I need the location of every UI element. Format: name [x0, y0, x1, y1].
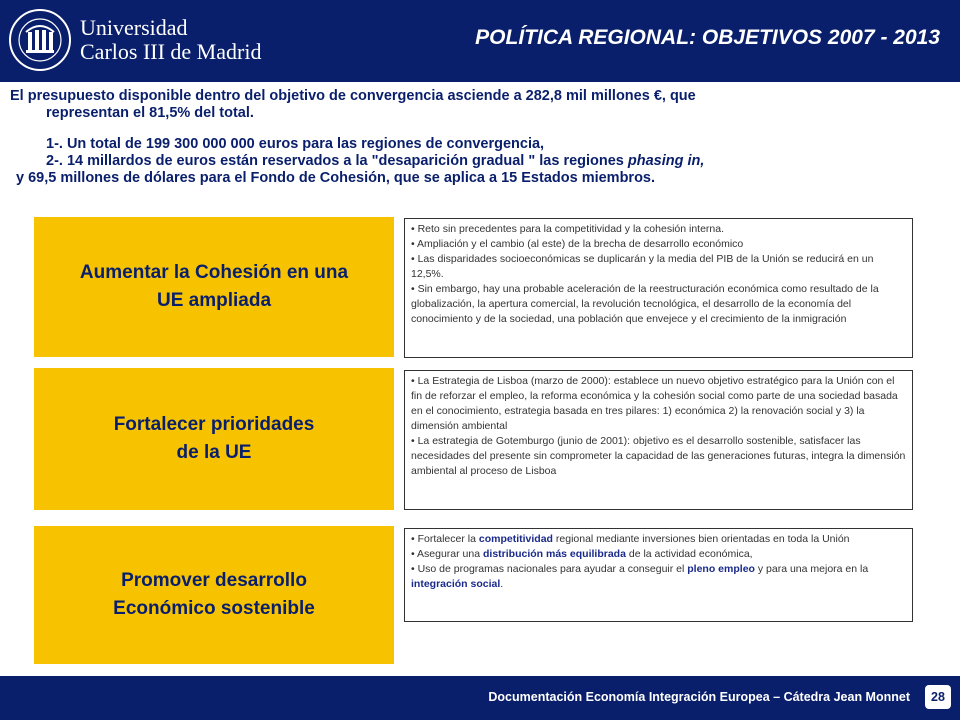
footer-text: Documentación Economía Integración Europea – Cátedra Jean Monnet: [488, 690, 910, 704]
bullet-item: • La estrategia de Gotemburgo (junio de 2001): objetivo es el desarrollo sostenible, satisfacer las necesidades del presente sin comprometer la capacidad de las generaciones futuras, integra la dimensión ambiental al proceso de Lisboa: [411, 435, 906, 477]
section-details-priorities: [404, 370, 913, 510]
bullet-highlight: competitividad: [478, 533, 553, 545]
university-name-line1: Universidad: [80, 15, 188, 40]
section-heading-line: Fortalecer prioridades: [113, 414, 315, 435]
section-heading-cohesion: [34, 217, 394, 357]
intro-item3: y 69,5 millones de dólares para el Fondo de Cohesión, que se aplica a 15 Estados miembros.: [16, 170, 656, 186]
intro-item1: 1-. Un total de 199 300 000 000 euros para las regiones de convergencia,: [46, 136, 545, 152]
intro-item2: [10, 153, 950, 170]
bullet-text: • Uso de programas nacionales para ayudar a conseguir el: [411, 563, 688, 575]
section-heading-line: Aumentar la Cohesión en una: [79, 262, 349, 283]
bullet-text: regional mediante inversiones bien orientadas en toda la Unión: [552, 533, 850, 545]
bullet-highlight: distribución más equilibrada: [482, 548, 626, 560]
header-bar: [0, 0, 960, 82]
bullet-item: [411, 562, 906, 592]
bullet-text: .: [500, 578, 504, 590]
slide-title: POLÍTICA REGIONAL: OBJETIVOS 2007 - 2013: [475, 26, 940, 49]
section-heading-line: Económico sostenible: [113, 598, 315, 619]
university-logo: [0, 0, 272, 82]
section-heading-development: [34, 526, 394, 664]
section-heading-line: Promover desarrollo: [121, 570, 307, 591]
bullet-text: y para una mejora en la: [754, 563, 869, 575]
bullet-text: • Asegurar una: [411, 548, 483, 560]
bullet-text: • Fortalecer la: [411, 533, 479, 545]
intro-text: [10, 88, 950, 187]
section-details-development: [404, 528, 913, 622]
bullet-highlight: pleno empleo: [687, 563, 755, 575]
intro-item2-text: 2-. 14 millardos de euros están reservados a la "desaparición gradual " las regiones: [46, 153, 628, 169]
intro-line2: representan el 81,5% del total.: [46, 105, 254, 121]
bullet-item: • Ampliación y el cambio (al este) de la brecha de desarrollo económico: [411, 238, 744, 250]
section-heading-priorities: [34, 368, 394, 510]
bullet-item: • La Estrategia de Lisboa (marzo de 2000): establece un nuevo objetivo estratégico para la Unión con el fin de reforzar el empleo, la reforma económica y la cohesión social como parte de una sociedad basada en el conocimiento, estrategia basada en tres pilares: 1) económica 2) la renovación social y 3) la dimensión ambiental: [411, 375, 898, 432]
bullet-item: [411, 547, 906, 562]
section-details-cohesion: [404, 218, 913, 358]
university-seal-icon: [8, 8, 72, 72]
bullet-text: de la actividad económica,: [625, 548, 753, 560]
intro-line1: El presupuesto disponible dentro del objetivo de convergencia asciende a 282,8 mil millones €, que: [10, 88, 696, 104]
intro-item2-emphasis: phasing in,: [627, 153, 705, 169]
section-heading-line: de la UE: [176, 442, 252, 463]
bullet-item: • Las disparidades socioeconómicas se duplicarán y la media del PIB de la Unión se reducirá en un 12,5%.: [411, 253, 874, 280]
section-heading-line: UE ampliada: [156, 290, 272, 311]
bullet-item: • Reto sin precedentes para la competitividad y la cohesión interna.: [411, 223, 725, 235]
page-number: 28: [925, 685, 951, 709]
bullet-item: [411, 532, 906, 547]
university-name-line2: Carlos III de Madrid: [80, 39, 262, 64]
footer-bar: [0, 676, 960, 720]
bullet-item: • Sin embargo, hay una probable aceleración de la reestructuración económica como resultado de la globalización, la apertura comercial, la revolución tecnológica, el desarrollo de la economía del conocimiento y de la sociedad, una población que envejece y el crecimiento de la inmigración: [411, 283, 879, 325]
bullet-highlight: integración social: [411, 578, 501, 590]
